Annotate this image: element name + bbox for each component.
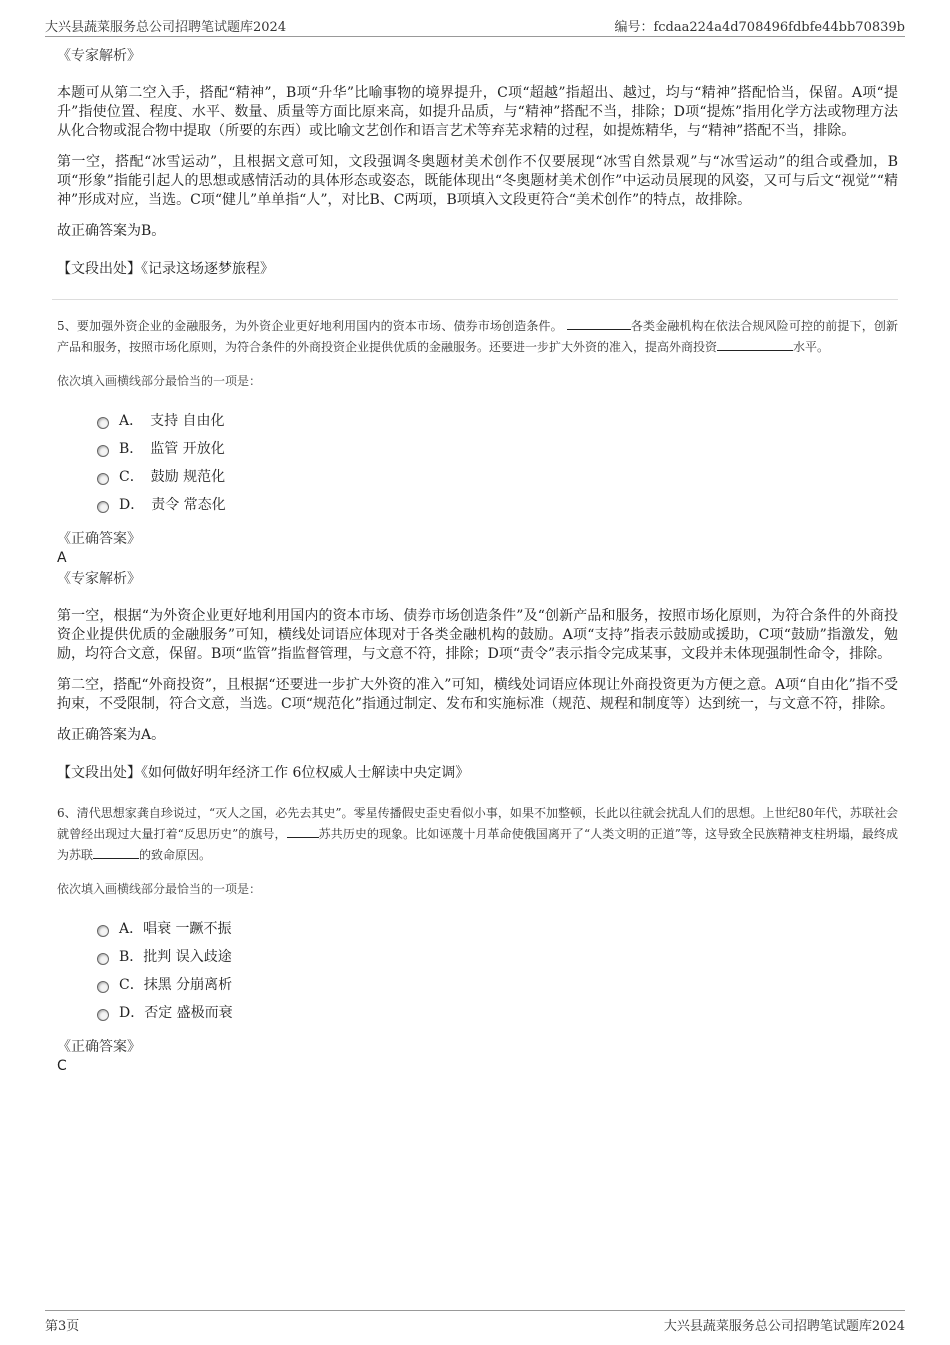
divider <box>52 299 898 300</box>
blank-2 <box>93 846 139 859</box>
option-d[interactable]: D． 责令 常态化 <box>97 491 898 519</box>
radio-button[interactable] <box>97 501 109 513</box>
question-6-text: 6、清代思想家龚自珍说过，“灭人之国，必先去其史”。零星传播假史歪史看似小事，如果不加整顿，长此以往就会扰乱人们的思想。上世纪80年代，苏联社会就曾经出现过大量打着“反思历史”的旗号， 苏共历史的现象。比如诬蔑十月革命使俄国离开了“人类文明的正道”等，这导致全民族精神支柱坍塌，最终成为苏联 的致命原因。 <box>57 806 898 862</box>
option-a[interactable]: A．唱衰 一蹶不振 <box>97 915 898 943</box>
question-prompt: 依次填入画横线部分最恰当的一项是： <box>57 374 262 388</box>
option-list <box>97 407 898 519</box>
conclusion: 故正确答案为A。 <box>57 727 166 743</box>
radio-button[interactable] <box>97 925 109 937</box>
radio-button[interactable] <box>97 953 109 965</box>
analysis-paragraph: 第一空，搭配“冰雪运动”，且根据文意可知，文段强调冬奥题材美术创作不仅要展现“冰雪自然景观”与“冰雪运动”的组合或叠加，B项“形象”指能引起人的思想或感情活动的具体形态或姿态，既能体现出“冬奥题材美术创作”中运动员展现的风姿，又可与后文“视觉”“精神”形成对应，当选。C项“健儿”单单指“人”，对比B、C两项，B项填入文段更符合“美术创作”的特点，故排除。 <box>57 154 898 208</box>
correct-answer: A <box>57 550 67 566</box>
correct-answer-label: 《正确答案》 <box>57 531 141 547</box>
question-5-text: 5、要加强外资企业的金融服务，为外资企业更好地利用国内的资本市场、债券市场创造条件。 各类金融机构在依法合规风险可控的前提下，创新产品和服务，按照市场化原则，为符合条件的外商投资企业提供优质的金融服务。还要进一步扩大外资的准入，提高外商投资 水平。 <box>57 319 898 354</box>
blank-1 <box>287 825 319 838</box>
radio-button[interactable] <box>97 1009 109 1021</box>
option-b[interactable]: B．批判 误入歧途 <box>97 943 898 971</box>
blank-2 <box>717 338 793 351</box>
radio-button[interactable] <box>97 473 109 485</box>
correct-answer-label: 《正确答案》 <box>57 1039 141 1055</box>
option-b[interactable]: B． 监管 开放化 <box>97 435 898 463</box>
radio-button[interactable] <box>97 981 109 993</box>
expert-analysis-label: 《专家解析》 <box>57 48 141 64</box>
page-number: 第3页 <box>45 1319 80 1334</box>
page-content <box>57 46 898 1077</box>
option-list <box>97 915 898 1027</box>
option-d[interactable]: D．否定 盛极而衰 <box>97 999 898 1027</box>
option-c[interactable]: C． 鼓励 规范化 <box>97 463 898 491</box>
radio-button[interactable] <box>97 417 109 429</box>
footer-title: 大兴县蔬菜服务总公司招聘笔试题库2024 <box>663 1319 905 1334</box>
blank-1 <box>567 317 631 330</box>
expert-analysis-label: 《专家解析》 <box>57 571 141 587</box>
header-title: 大兴县蔬菜服务总公司招聘笔试题库2024 <box>45 20 287 35</box>
analysis-paragraph: 第二空，搭配“外商投资”，且根据“还要进一步扩大外资的准入”可知，横线处词语应体现让外商投资更为方便之意。A项“自由化”指不受拘束，不受限制，符合文意，当选。C项“规范化”指通过制定、发布和实施标准（规范、规程和制度等）达到统一，与文意不符，排除。 <box>57 677 898 712</box>
correct-answer: C <box>57 1058 67 1074</box>
source-line: 【文段出处】《记录这场逐梦旅程》 <box>57 261 274 277</box>
analysis-paragraph: 第一空，根据“为外资企业更好地利用国内的资本市场、债券市场创造条件”及“创新产品和服务，按照市场化原则，为符合条件的外商投资企业提供优质的金融服务”可知，横线处词语应体现对于各类金融机构的鼓励。A项“支持”指表示鼓励或援助，C项“鼓励”指激发，勉励，均符合文意，保留。B项“监管”指监督管理，与文意不符，排除；D项“责令”表示指令完成某事，文段并未体现强制性命令，排除。 <box>57 608 898 662</box>
page-footer <box>45 1310 905 1333</box>
source-line: 【文段出处】《如何做好明年经济工作 6位权威人士解读中央定调》 <box>57 765 470 781</box>
analysis-paragraph: 本题可从第二空入手，搭配“精神”，B项“升华”比喻事物的境界提升，C项“超越”指超出、越过，均与“精神”搭配恰当，保留。A项“提升”指使位置、程度、水平、数量、质量等方面比原来高，如提升品质，与“精神”搭配不当，排除；D项“提炼”指用化学方法或物理方法从化合物或混合物中提取（所要的东西）或比喻文艺创作和语言艺术等弃芜求精的过程，如提炼精华，与“精神”搭配不当，排除。 <box>57 85 898 139</box>
option-c[interactable]: C．抹黑 分崩离析 <box>97 971 898 999</box>
page-header <box>45 14 905 37</box>
radio-button[interactable] <box>97 445 109 457</box>
document-code: 编号：fcdaa224a4d708496fdbfe44bb70839b <box>614 20 905 35</box>
option-a[interactable]: A． 支持 自由化 <box>97 407 898 435</box>
question-prompt: 依次填入画横线部分最恰当的一项是： <box>57 882 262 896</box>
conclusion: 故正确答案为B。 <box>57 223 166 239</box>
